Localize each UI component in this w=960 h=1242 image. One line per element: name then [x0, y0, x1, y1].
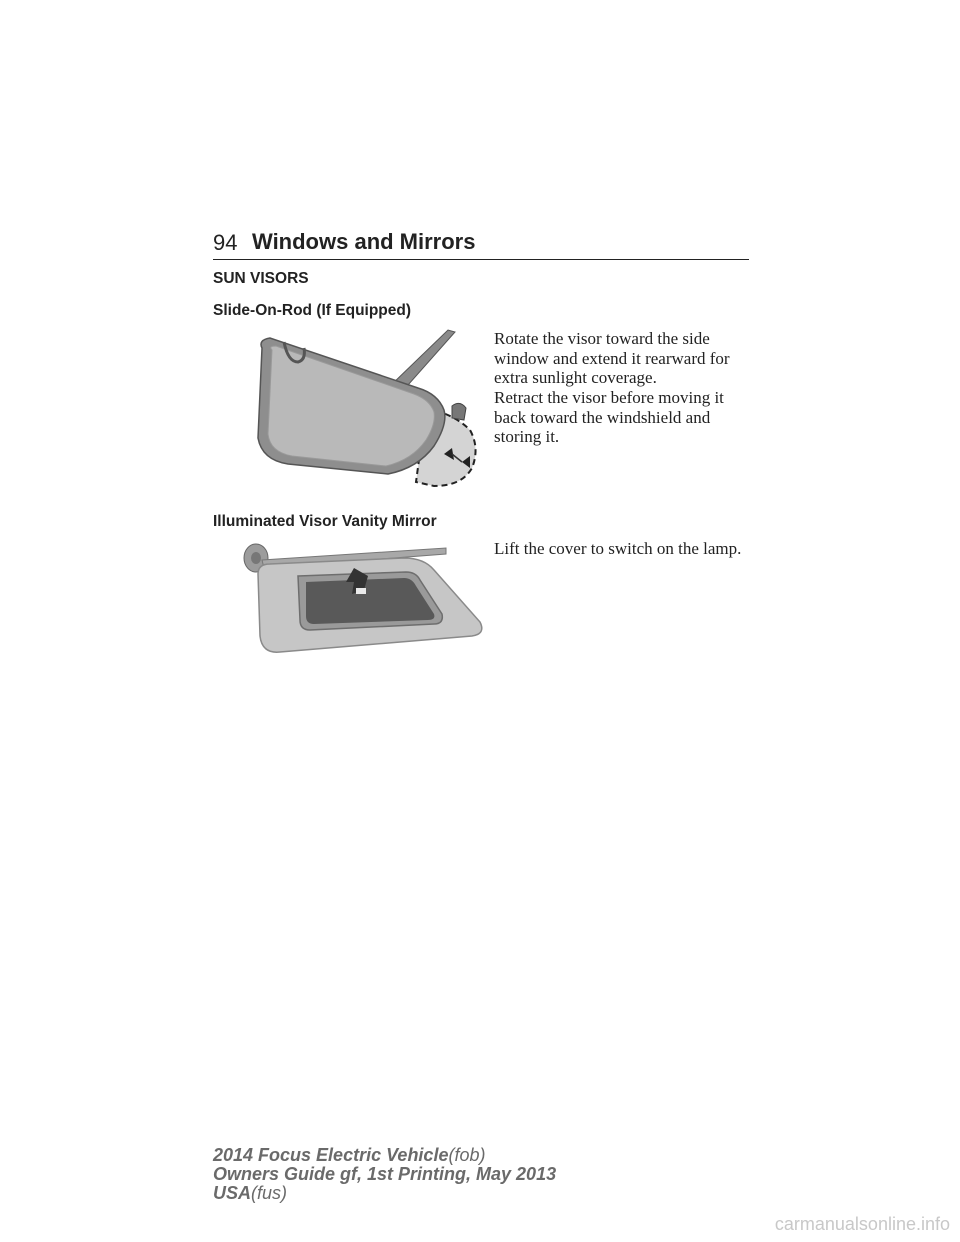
footer-market: USA: [213, 1183, 252, 1203]
footer-vehicle-code: (fob): [448, 1145, 486, 1165]
footer-market-code: (fus): [251, 1183, 288, 1203]
header-rule: [213, 259, 749, 260]
section-title: SUN VISORS: [213, 270, 309, 287]
page-number: 94: [213, 230, 238, 255]
footer: [213, 1146, 556, 1203]
sun-visor-illustration: [248, 328, 480, 492]
watermark: carmanualsonline.info: [774, 1214, 950, 1234]
chapter-title: Windows and Mirrors: [252, 229, 476, 254]
vanity-mirror-illustration: [236, 538, 488, 656]
vanity-mirror-paragraph-1: Lift the cover to switch on the lamp.: [494, 539, 742, 558]
footer-vehicle: 2014 Focus Electric Vehicle: [213, 1145, 449, 1165]
slide-on-rod-heading: Slide-On-Rod (If Equipped): [213, 302, 412, 319]
footer-printing: Owners Guide gf, 1st Printing, May 2013: [213, 1164, 557, 1184]
vanity-mirror-heading: Illuminated Visor Vanity Mirror: [213, 513, 437, 530]
slide-on-rod-paragraph-2: Retract the visor before moving it back toward the windshield and storing it.: [494, 388, 724, 446]
slide-on-rod-paragraph-1: Rotate the visor toward the side window and extend it rearward for extra sunlight coverage.: [494, 329, 730, 387]
